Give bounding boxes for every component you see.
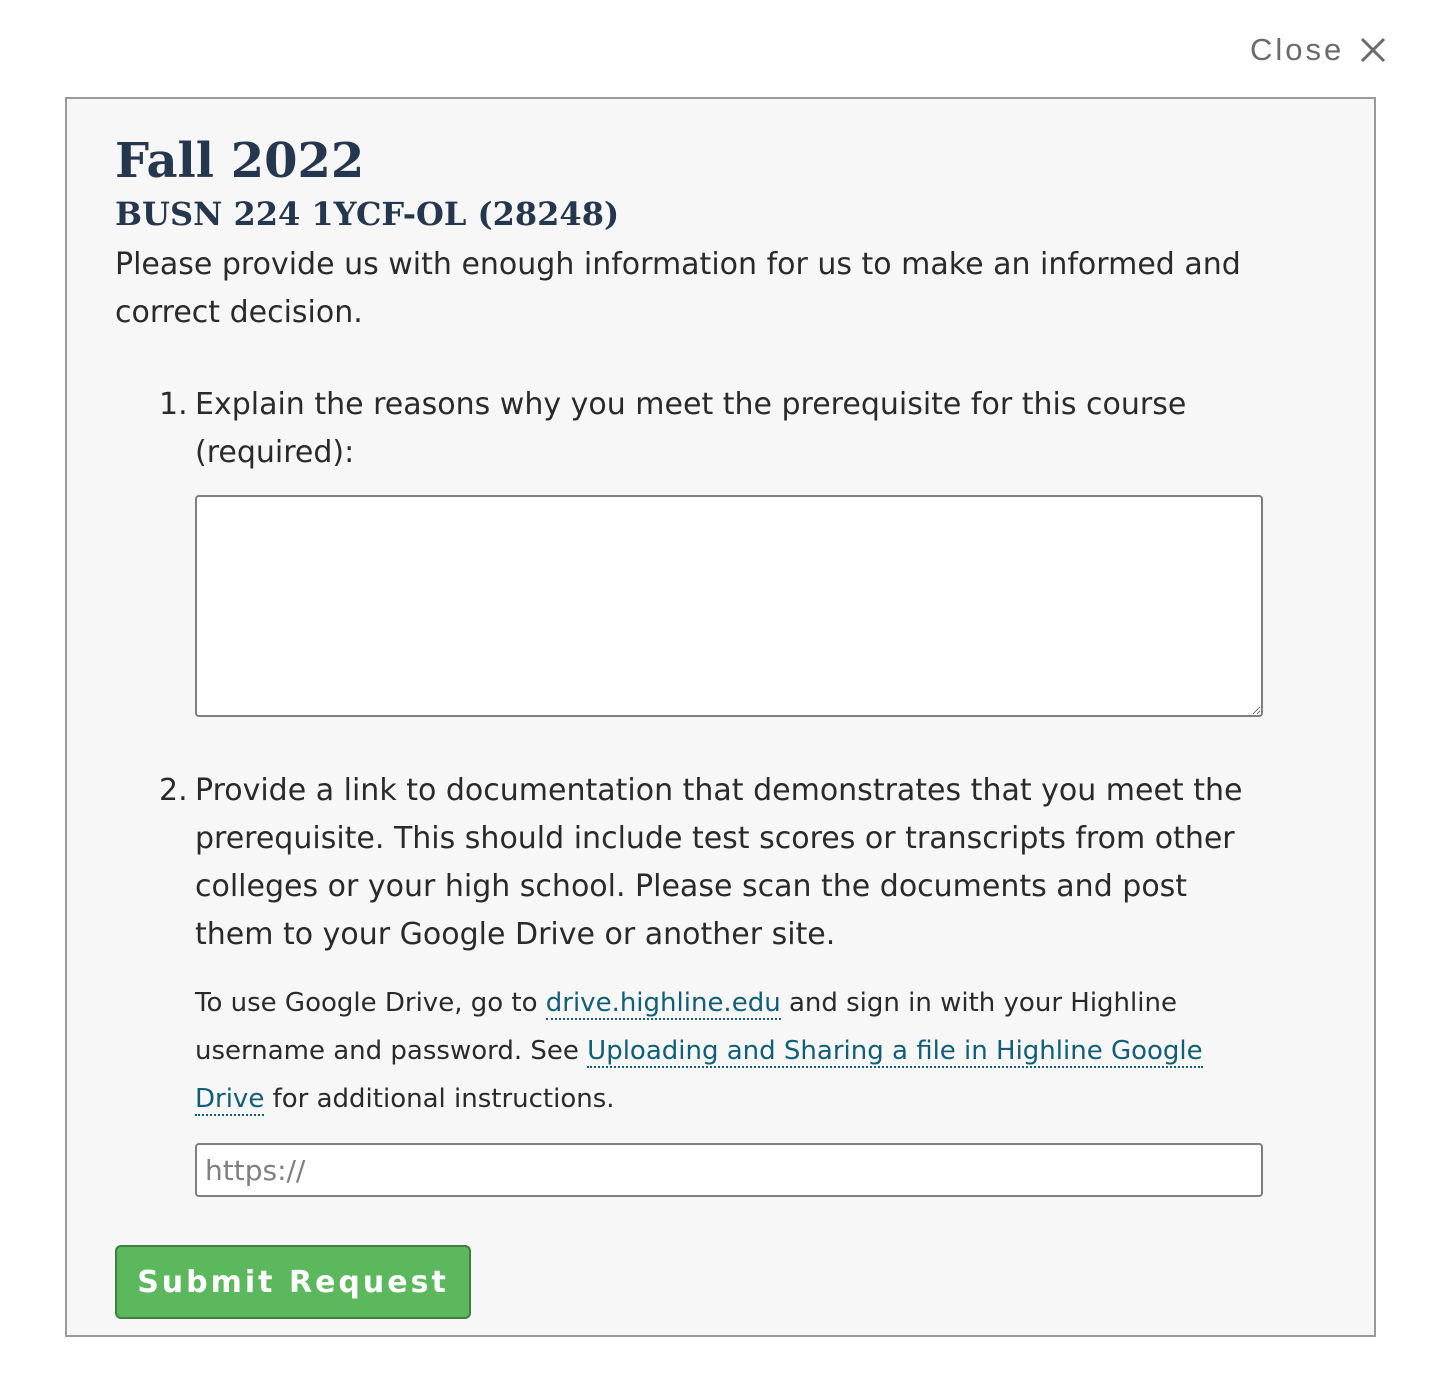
question-2	[115, 767, 1265, 1197]
question-list	[115, 381, 1265, 1197]
term-title: Fall 2022	[115, 133, 365, 189]
google-drive-help	[195, 979, 1225, 1123]
request-dialog	[65, 97, 1376, 1337]
close-button[interactable]	[1250, 30, 1386, 70]
question-2-text: Provide a link to documentation that demonstrates that you meet the prerequisite. This should include test scores or transcripts from other colleges or your high school. Please scan the documents and post them to your Google Drive or another site.	[195, 773, 1243, 952]
question-1-number: 1.	[159, 387, 188, 422]
uploading-sharing-link[interactable]: Uploading and Sharing a file in Highline Google Drive	[195, 1036, 1203, 1114]
course-title: BUSN 224 1YCF-OL (28248)	[115, 195, 620, 233]
help-text-middle: and sign in with your Highline username and password. See	[195, 988, 1177, 1066]
dialog-content	[115, 131, 1265, 1319]
question-1-text: Explain the reasons why you meet the prerequisite for this course (required):	[195, 387, 1187, 470]
question-2-number: 2.	[159, 773, 188, 808]
help-text-before: To use Google Drive, go to	[195, 988, 546, 1018]
close-icon	[1360, 37, 1386, 63]
close-label: Close	[1250, 32, 1345, 67]
intro-text: Please provide us with enough information for us to make an informed and correct decision.	[115, 247, 1241, 330]
submit-request-button[interactable]: Submit Request	[115, 1245, 471, 1319]
documentation-link-input[interactable]	[195, 1143, 1263, 1197]
drive-highline-link[interactable]: drive.highline.edu	[545, 988, 781, 1018]
reasons-textarea[interactable]	[195, 495, 1263, 717]
help-text-after: for additional instructions.	[264, 1084, 615, 1114]
question-1	[115, 381, 1265, 717]
